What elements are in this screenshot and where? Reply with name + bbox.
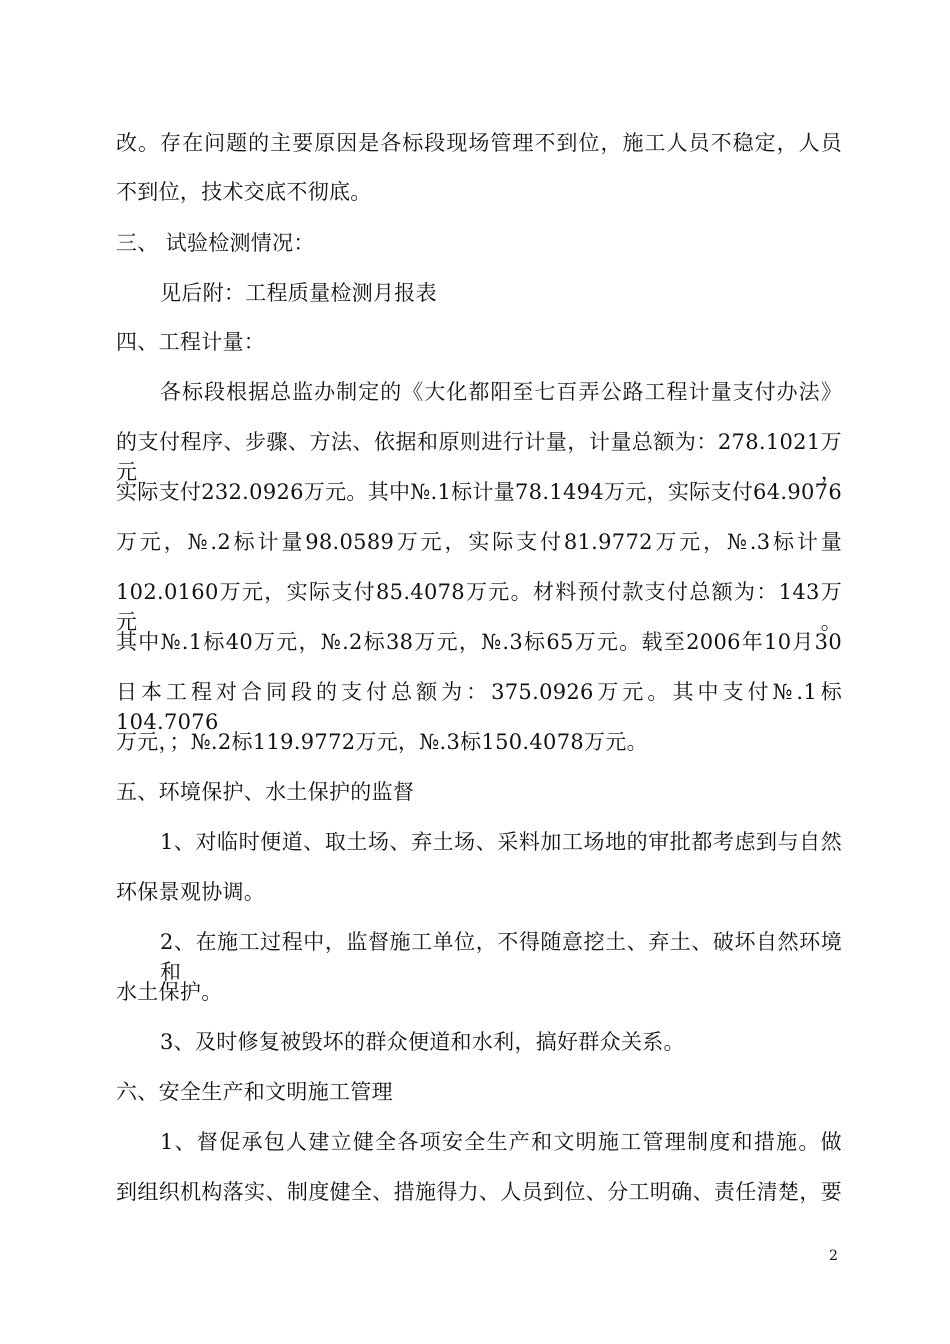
body-text-line: 1、督促承包人建立健全各项安全生产和文明施工管理制度和措施。做: [160, 1130, 842, 1154]
body-text-line: 到组织机构落实、制度健全、措施得力、人员到位、分工明确、责任清楚，要: [116, 1180, 842, 1204]
body-text-line: 日本工程对合同段的支付总额为：375.0926万元。其中支付№.1标104.7076: [116, 680, 842, 734]
body-text-line: 实际支付232.0926万元。其中№.1标计量78.1494万元，实际支付64.9076: [116, 480, 842, 504]
body-text-line: 改。存在问题的主要原因是各标段现场管理不到位，施工人员不稳定，人员: [116, 131, 842, 155]
body-text-line: 3、及时修复被毁坏的群众便道和水利，搞好群众关系。: [160, 1030, 685, 1054]
body-text-line: 万元，；№.2标119.9772万元，№.3标150.4078万元。: [116, 730, 648, 754]
body-text-line: 水土保护。: [116, 980, 223, 1004]
body-text-line: 万元，№.2标计量98.0589万元，实际支付81.9772万元，№.3标计量: [116, 530, 842, 554]
body-text-line: 见后附：工程质量检测月报表: [160, 281, 437, 305]
section-heading: 六、安全生产和文明施工管理: [116, 1080, 393, 1104]
body-text-line: 102.0160万元，实际支付85.4078万元。材料预付款支付总额为：143万元。: [116, 580, 842, 634]
body-text-line: 各标段根据总监办制定的《大化都阳至七百弄公路工程计量支付办法》: [160, 380, 842, 404]
section-heading: 四、工程计量：: [116, 330, 266, 354]
body-text-line: 1、对临时便道、取土场、弃土场、采料加工场地的审批都考虑到与自然: [160, 830, 842, 854]
body-text-line: 其中№.1标40万元，№.2标38万元，№.3标65万元。载至2006年10月30: [116, 630, 842, 654]
body-text-line: 环保景观协调。: [116, 880, 266, 904]
section-heading: 三、 试验检测情况：: [116, 231, 315, 255]
section-heading: 五、环境保护、水土保护的监督: [116, 780, 415, 804]
body-text-line: 的支付程序、步骤、方法、依据和原则进行计量，计量总额为：278.1021万元，: [116, 430, 842, 484]
page-number: 2: [829, 1248, 838, 1264]
body-text-line: 不到位，技术交底不彻底。: [116, 180, 372, 204]
body-text-line: 2、在施工过程中，监督施工单位，不得随意挖土、弃土、破坏自然环境和: [160, 930, 842, 984]
